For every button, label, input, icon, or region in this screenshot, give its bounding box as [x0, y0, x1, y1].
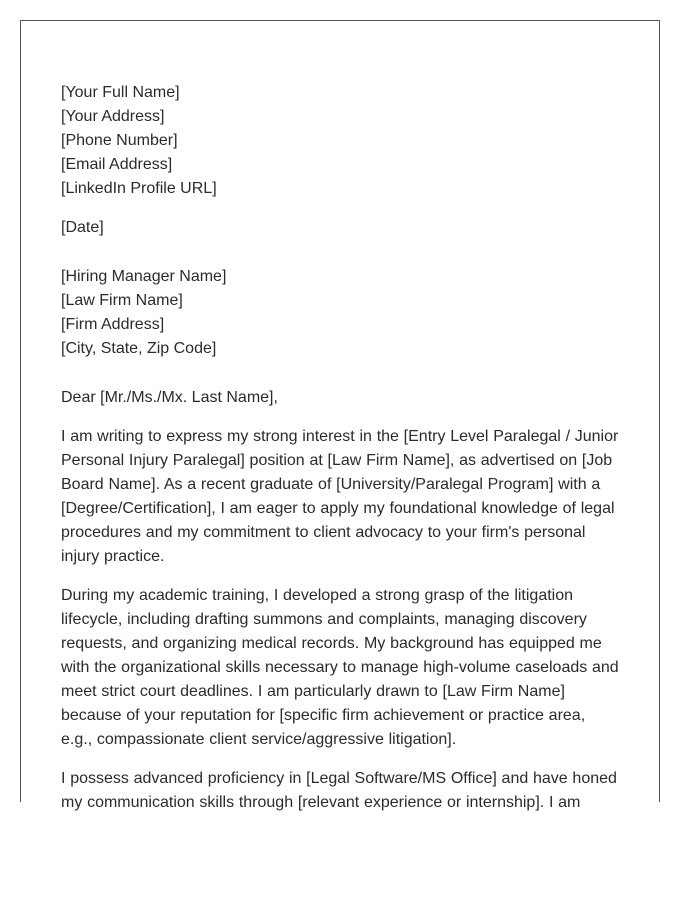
sender-address: [Your Address] [61, 108, 165, 125]
recipient-firm-name: [Law Firm Name] [61, 292, 183, 309]
date-text: [Date] [61, 219, 104, 236]
letter-content [61, 81, 621, 815]
salutation-text: Dear [Mr./Ms./Mx. Last Name], [61, 389, 278, 406]
recipient-block [61, 265, 621, 361]
sender-block [61, 81, 621, 201]
recipient-city-state-zip: [City, State, Zip Code] [61, 340, 217, 357]
body-paragraph-3: I possess advanced proficiency in [Legal Software/MS Office] and have honed my communication skills through [relevant experience or internship]. I am [61, 770, 617, 811]
letter-page [20, 20, 660, 811]
sender-name: [Your Full Name] [61, 84, 180, 101]
recipient-hiring-manager: [Hiring Manager Name] [61, 268, 227, 285]
salutation [61, 386, 621, 410]
body-paragraph-2: During my academic training, I developed a strong grasp of the litigation lifecycle, including drafting summons and complaints, managing discovery requests, and organizing medical records. My background has equipped me with the organizational skills necessary to manage high-volume caseloads and meet strict court deadlines. I am particularly drawn to [Law Firm Name] because of your reputation for [specific firm achievement or practice area, e.g., compassionate client service/aggressive litigation]. [61, 587, 619, 748]
sender-email: [Email Address] [61, 156, 173, 173]
letter-date [61, 216, 621, 240]
sender-phone: [Phone Number] [61, 132, 178, 149]
sender-linkedin: [LinkedIn Profile URL] [61, 180, 217, 197]
recipient-firm-address: [Firm Address] [61, 316, 165, 333]
body-paragraph-1: I am writing to express my strong interest in the [Entry Level Paralegal / Junior Personal Injury Paralegal] position at [Law Firm Name], as advertised on [Job Board Name]. As a recent graduate of [University/Paralegal Program] with a [Degree/Certification], I am eager to apply my foundational knowledge of legal procedures and my commitment to client advocacy to your firm's personal injury practice. [61, 428, 619, 565]
